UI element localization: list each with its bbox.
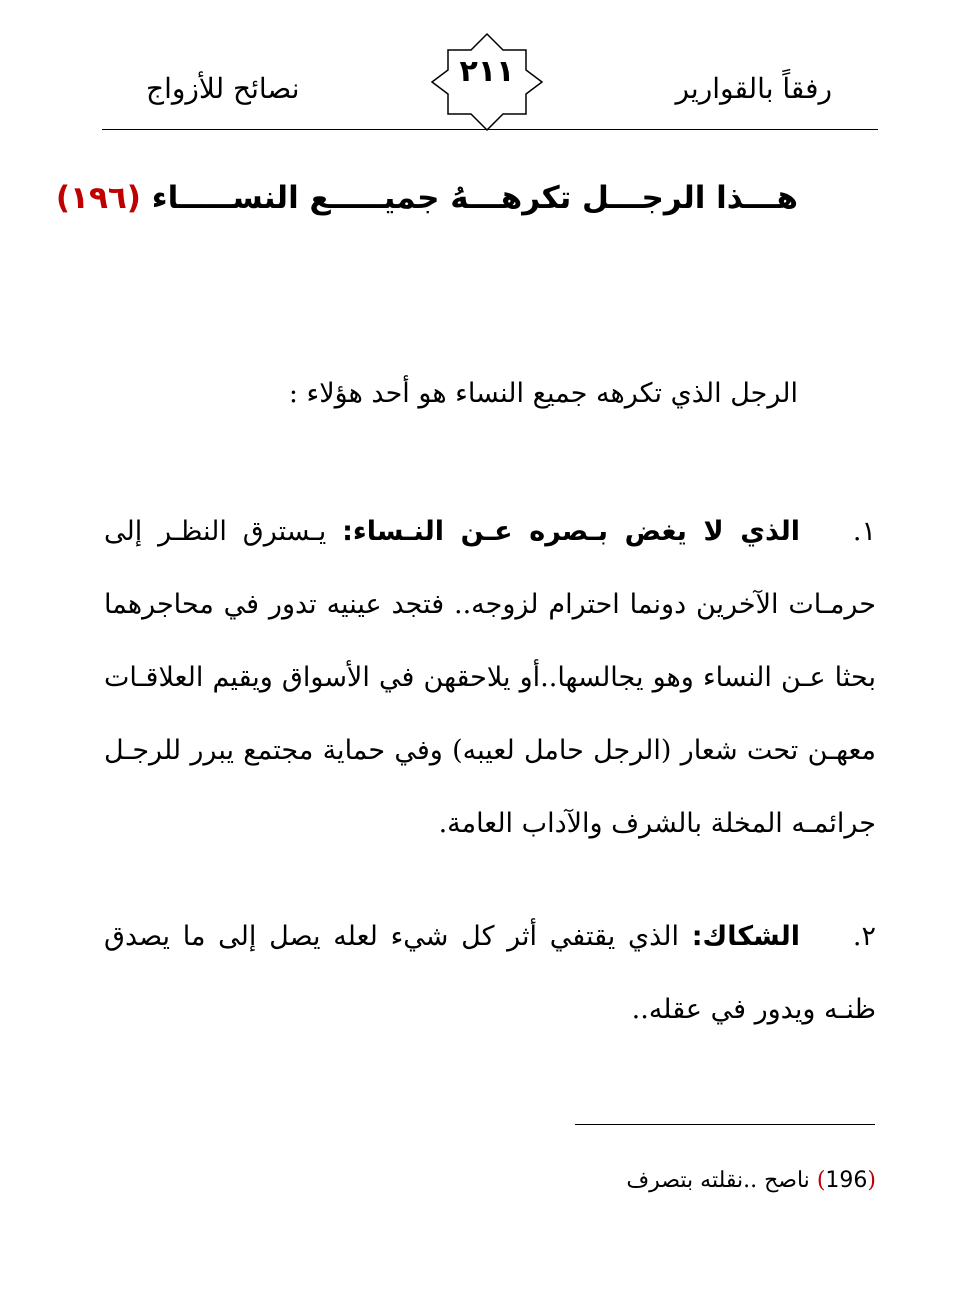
list-item-term: الشكاك:	[691, 921, 800, 952]
footnote-number: 196	[825, 1168, 868, 1193]
intro-paragraph: الرجل الذي تكرهه جميع النساء هو أحد هؤلاء :	[288, 378, 798, 409]
running-header-chapter-title: نصائح للأزواج	[146, 72, 300, 105]
list-item-text: الذي يقتفي أثر كل شيء لعله يصل إلى ما يصدق ظنـه ويدور في عقله..	[104, 921, 876, 1025]
footnote-divider	[575, 1124, 875, 1125]
section-title-text: هـــذا الرجـــل تكرهـــهُ جميـــــع النســـــاء	[151, 180, 798, 216]
running-header-book-title: رفقاً بالقوارير	[675, 72, 832, 105]
footnote-reference: (١٩٦)	[55, 180, 141, 216]
header-divider	[102, 129, 878, 130]
footnote-paren-close: )	[867, 1168, 876, 1193]
footnote	[626, 1168, 876, 1193]
footnote-paren-open: (	[816, 1168, 826, 1193]
page-number: ٢١١	[459, 54, 515, 89]
list-item-number: ٢.	[852, 921, 876, 952]
list-item-term: الذي لا يغض بـصره عـن النـساء:	[342, 516, 800, 547]
list-item	[104, 495, 876, 860]
list-item-number: ١.	[852, 516, 876, 547]
list-item-text: يـسترق النظـر إلى حرمـات الآخرين دونما احترام لزوجه.. فتجد عينيه تدور في محاجرهما بحثا عـن النساء وهو يجالسها..أو يلاحقهن في الأسواق ويقيم العلاقـات معهـن تحت شعار (الرجل حامل لعيبه) وفي حماية مجتمع يبرر للرجـل جرائمـه المخلة بالشرف والآداب العامة.	[104, 516, 876, 839]
section-title	[56, 180, 798, 216]
footnote-marker	[817, 1168, 876, 1193]
page-number-badge	[430, 32, 544, 132]
list-item	[104, 900, 876, 1046]
footnote-text: ناصح ..نقلته بتصرف	[626, 1168, 810, 1193]
